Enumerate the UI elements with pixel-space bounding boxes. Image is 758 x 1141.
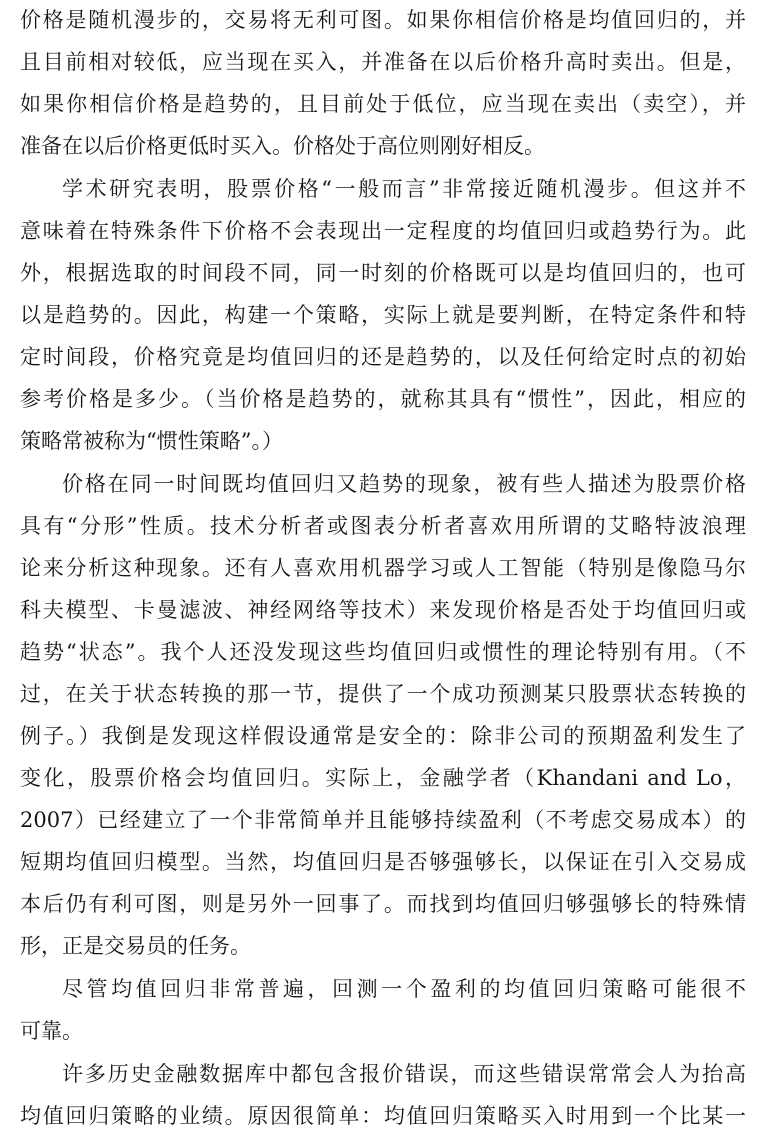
text-line: 过，在关于状态转换的那一节，提供了一个成功预测某只股票状态转换的 — [20, 682, 746, 706]
text-line: 以是趋势的。因此，构建一个策略，实际上就是要判断，在特定条件和特 — [20, 303, 746, 327]
text-line: 且目前相对较低，应当现在买入，并准备在以后价格升高时卖出。但是， — [20, 50, 746, 74]
text-line: 外，根据选取的时间段不同，同一时刻的价格既可以是均值回归的，也可 — [20, 261, 746, 285]
text-line: 可靠。 — [20, 1019, 83, 1043]
text-line: 参考价格是多少。（当价格是趋势的，就称其具有“惯性”，因此，相应的 — [20, 387, 746, 411]
text-line: 具有“分形”性质。技术分析者或图表分析者喜欢用所谓的艾略特波浪理 — [20, 514, 746, 538]
text-line: 例子。）我倒是发现这样假设通常是安全的：除非公司的预期盈利发生了 — [20, 724, 746, 748]
text-line: 形，正是交易员的任务。 — [20, 934, 251, 958]
text-line: 变化，股票价格会均值回归。实际上，金融学者（Khandani and Lo， — [20, 766, 746, 790]
text-line: 短期均值回归模型。当然，均值回归是否够强够长，以保证在引入交易成 — [20, 850, 746, 874]
text-line: 定时间段，价格究竟是均值回归的还是趋势的，以及任何给定时点的初始 — [20, 345, 746, 369]
text-line: 2007）已经建立了一个非常简单并且能够持续盈利（不考虑交易成本）的 — [20, 808, 746, 832]
text-line: 准备在以后价格更低时买入。价格处于高位则刚好相反。 — [20, 134, 545, 158]
text-line: 趋势“状态”。我个人还没发现这些均值回归或惯性的理论特别有用。（不 — [20, 640, 746, 664]
text-line: 本后仍有利可图，则是另外一回事了。而找到均值回归够强够长的特殊情 — [20, 892, 746, 916]
text-line: 价格在同一时间既均值回归又趋势的现象，被有些人描述为股票价格 — [62, 472, 746, 496]
text-line: 意味着在特殊条件下价格不会表现出一定程度的均值回归或趋势行为。此 — [20, 219, 746, 243]
text-line: 策略常被称为“惯性策略”。） — [20, 429, 283, 453]
text-line: 均值回归策略的业绩。原因很简单：均值回归策略买入时用到一个比某一 — [20, 1104, 746, 1128]
text-line: 学术研究表明，股票价格“一般而言”非常接近随机漫步。但这并不 — [62, 177, 746, 201]
text-line: 论来分析这种现象。还有人喜欢用机器学习或人工智能（特别是像隐马尔 — [20, 556, 746, 580]
text-line: 科夫模型、卡曼滤波、神经网络等技术）来发现价格是否处于均值回归或 — [20, 598, 746, 622]
text-line: 许多历史金融数据库中都包含报价错误，而这些错误常常会人为抬高 — [62, 1062, 746, 1086]
text-line: 价格是随机漫步的，交易将无利可图。如果你相信价格是均值回归的，并 — [20, 8, 746, 32]
text-line: 尽管均值回归非常普遍，回测一个盈利的均值回归策略可能很不 — [62, 977, 746, 1001]
text-line: 如果你相信价格是趋势的，且目前处于低位，应当现在卖出（卖空），并 — [20, 92, 746, 116]
